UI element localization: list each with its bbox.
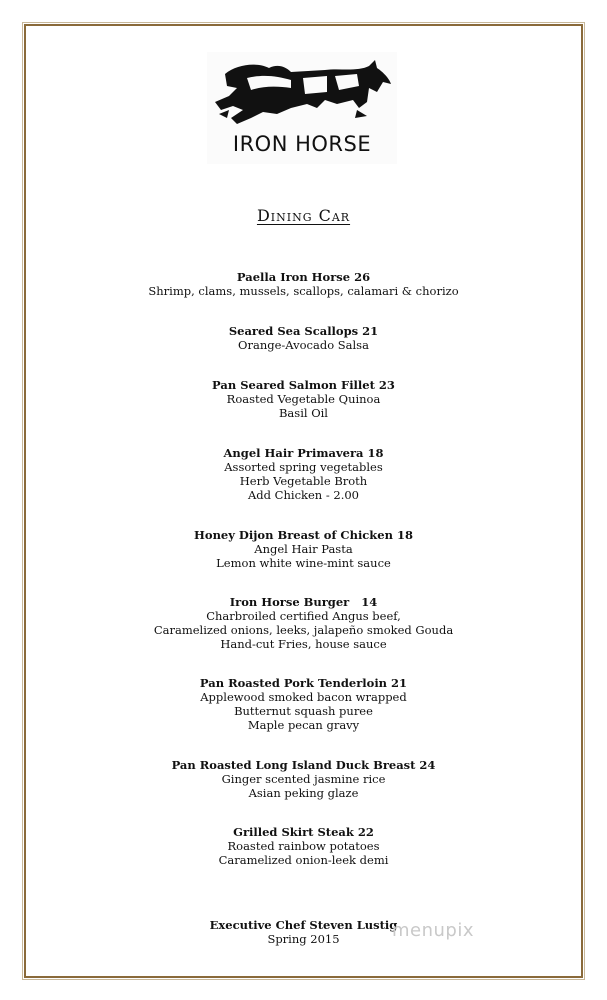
item-detail: Orange-Avocado Salsa xyxy=(238,338,369,352)
horse-icon xyxy=(207,52,397,132)
chef-name: Executive Chef Steven Lustig xyxy=(209,918,398,932)
watermark: menupix xyxy=(392,920,475,941)
item-name: Seared Sea Scallops 21 xyxy=(228,324,379,338)
menu-item xyxy=(0,270,607,298)
item-detail: Lemon white wine-mint sauce xyxy=(216,556,391,570)
item-name: Pan Roasted Long Island Duck Breast 24 xyxy=(171,758,436,772)
item-detail: Add Chicken - 2.00 xyxy=(248,488,359,502)
item-name: Angel Hair Primavera 18 xyxy=(223,446,384,460)
menu-item xyxy=(0,378,607,420)
menu-item xyxy=(0,595,607,651)
item-detail: Charbroiled certified Angus beef, xyxy=(206,609,401,623)
item-detail: Roasted Vegetable Quinoa xyxy=(226,392,381,406)
item-detail: Herb Vegetable Broth xyxy=(239,474,368,488)
item-name: Paella Iron Horse 26 xyxy=(236,270,371,284)
item-detail: Shrimp, clams, mussels, scallops, calamari & chorizo xyxy=(148,284,459,298)
menu-item xyxy=(0,676,607,732)
item-name: Pan Seared Salmon Fillet 23 xyxy=(212,378,395,392)
footer xyxy=(0,918,607,946)
item-detail: Angel Hair Pasta xyxy=(254,542,353,556)
item-name: Grilled Skirt Steak 22 xyxy=(233,825,374,839)
item-detail: Basil Oil xyxy=(278,406,328,420)
menu-item xyxy=(0,324,607,352)
menu-item xyxy=(0,825,607,867)
menu-item xyxy=(0,446,607,502)
season: Spring 2015 xyxy=(267,932,340,946)
logo-text: IRON HORSE xyxy=(232,132,372,156)
item-detail: Ginger scented jasmine rice xyxy=(221,772,386,786)
item-detail: Roasted rainbow potatoes xyxy=(227,839,380,853)
item-name: Honey Dijon Breast of Chicken 18 xyxy=(194,528,413,542)
menu-item xyxy=(0,528,607,570)
item-name: Iron Horse Burger 14 xyxy=(229,595,378,609)
menu-item xyxy=(0,758,607,800)
item-detail: Maple pecan gravy xyxy=(247,718,360,732)
item-detail: Butternut squash puree xyxy=(234,704,373,718)
item-detail: Hand-cut Fries, house sauce xyxy=(220,637,387,651)
item-name: Pan Roasted Pork Tenderloin 21 xyxy=(199,676,408,690)
item-detail: Caramelized onion-leek demi xyxy=(218,853,389,867)
section-title: Dining Car xyxy=(256,206,351,225)
item-detail: Caramelized onions, leeks, jalapeño smoked Gouda xyxy=(153,623,454,637)
logo xyxy=(207,52,397,164)
item-detail: Applewood smoked bacon wrapped xyxy=(200,690,407,704)
item-detail: Asian peking glaze xyxy=(248,786,359,800)
item-detail: Assorted spring vegetables xyxy=(224,460,383,474)
